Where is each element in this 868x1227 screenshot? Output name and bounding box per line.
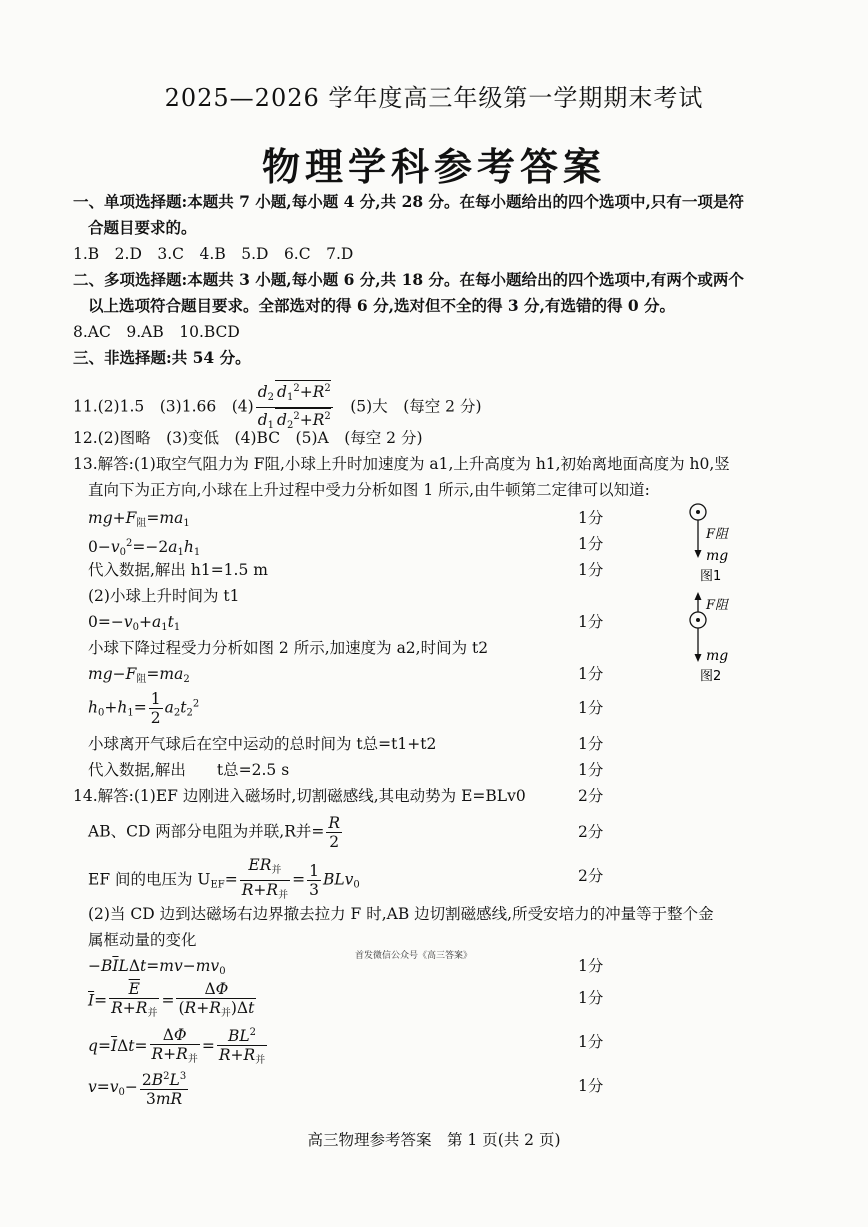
q11-part-b: (5)大 (每空 2 分): [350, 397, 482, 416]
score: 1分: [578, 1077, 604, 1095]
q14-part2-cont: 属框动量的变化: [88, 931, 197, 949]
score: 1分: [578, 1033, 604, 1051]
q11-answer: [73, 380, 482, 435]
q14-eq-impulse: $-B\overline{I}L\Delta t=mv-mv_0$: [88, 957, 226, 977]
q14-line1: 14.解答:(1)EF 边刚进入磁场时,切割磁感线,其电动势为 E=BLv0: [73, 787, 526, 805]
score: 1分: [578, 761, 604, 779]
q14-eq-velocity: $v=v_0-$ $\frac{2B^2L^3}{3mR}$: [88, 1068, 190, 1108]
q14-parallel: AB、CD 两部分电阻为并联,R并= $\frac{R}{2}$: [88, 814, 341, 851]
fig2-friction-label: F阻: [706, 598, 729, 613]
score: 1分: [578, 957, 604, 975]
q13-result2: 代入数据,解出 t总=2.5 s: [88, 761, 290, 779]
section2-heading-cont: 以上选项符合题目要求。全部选对的得 6 分,选对但不全的得 3 分,有选错的得 0 分。: [88, 296, 676, 315]
page-footer: 高三物理参考答案 第 1 页(共 2 页): [307, 1131, 561, 1149]
score: 1分: [578, 535, 604, 553]
fig2-caption: 图2: [700, 669, 722, 684]
figure-1-force-diagram: [676, 498, 736, 590]
q13-eq2: $0-v_0^2=-2a_1h_1$: [88, 538, 201, 558]
score: 2分: [578, 867, 604, 885]
q13-total-time: 小球离开气球后在空中运动的总时间为 t总=t1+t2: [88, 735, 437, 753]
exam-title: 2025—2026 学年度高三年级第一学期期末考试: [164, 84, 704, 112]
q13-eq5: $h_0+h_1=$ $\frac{1}{2}$ $a_2t_2^2$: [88, 690, 200, 727]
score: 1分: [578, 613, 604, 631]
subject-title: 物理学科参考答案: [261, 144, 606, 189]
q13-eq4: $mg-F_阻=ma_2$: [88, 665, 190, 685]
fig1-caption: 图1: [700, 569, 722, 584]
score: 1分: [578, 735, 604, 753]
q14-eq-charge: $q=\overline{I}\Delta t=$ $\frac{\Delta\Phi}{R+R_并}$ = $\frac{BL^2}{R+R_并}$: [88, 1025, 266, 1066]
q11-formula: $\frac{d_2 d_1^2+R^2}{d_1 d_2^2+R^2}$: [256, 380, 333, 435]
q13-part2: (2)小球上升时间为 t1: [88, 587, 240, 605]
watermark: 首发微信公众号《高三答案》: [355, 951, 473, 961]
section1-heading: 一、单项选择题:本题共 7 小题,每小题 4 分,共 28 分。在每小题给出的四个选项中,只有一项是符: [73, 192, 744, 211]
q14-voltage: EF 间的电压为 $U_{EF}=$ $\frac{ER_并}{R+R_并}$ = $\frac{1}{3}$ BLv$_0$: [88, 856, 360, 901]
section1-answers: 1.B 2.D 3.C 4.B 5.D 6.C 7.D: [73, 245, 354, 263]
figure-2-force-diagram: [676, 592, 736, 687]
q13-eq3: $0=-v_0+a_1t_1$: [88, 613, 181, 633]
section1-heading-cont: 合题目要求的。: [88, 218, 197, 237]
q13-result1: 代入数据,解出 h1=1.5 m: [88, 561, 268, 579]
q13-line2: 直向下为正方向,小球在上升过程中受力分析如图 1 所示,由牛顿第二定律可以知道:: [88, 481, 650, 499]
section2-heading: 二、多项选择题:本题共 3 小题,每小题 6 分,共 18 分。在每小题给出的四个选项中,有两个或两个: [73, 270, 744, 289]
section3-heading: 三、非选择题:共 54 分。: [73, 348, 251, 367]
q12-answer: 12.(2)图略 (3)变低 (4)BC (5)A (每空 2 分): [73, 429, 423, 447]
section2-answers: 8.AC 9.AB 10.BCD: [73, 323, 240, 341]
fig1-friction-label: F阻: [706, 527, 729, 542]
score: 1分: [578, 561, 604, 579]
q13-descent: 小球下降过程受力分析如图 2 所示,加速度为 a2,时间为 t2: [88, 639, 489, 657]
q13-line1: 13.解答:(1)取空气阻力为 F阻,小球上升时加速度为 a1,上升高度为 h1,初始离地面高度为 h0,竖: [73, 455, 730, 473]
q11-part-a: 11.(2)1.5 (3)1.66 (4): [73, 397, 254, 416]
q13-eq1: $mg+F_阻=ma_1$: [88, 509, 190, 529]
score: 2分: [578, 823, 604, 841]
fig1-gravity-label: mg: [706, 548, 729, 564]
score: 1分: [578, 989, 604, 1007]
score: 1分: [578, 699, 604, 717]
q14-eq-current: $\overline{I}=$ $\frac{\overline{E}}{R+R_并}$ = $\frac{\Delta\Phi}{(R+R_并)\Delta t}$: [88, 980, 255, 1019]
fig2-gravity-label: mg: [706, 648, 729, 664]
score: 1分: [578, 665, 604, 683]
score: 2分: [578, 787, 604, 805]
q14-part2: (2)当 CD 边到达磁场右边界撤去拉力 F 时,AB 边切割磁感线,所受安培力的冲量等于整个金: [88, 905, 714, 923]
score: 1分: [578, 509, 604, 527]
